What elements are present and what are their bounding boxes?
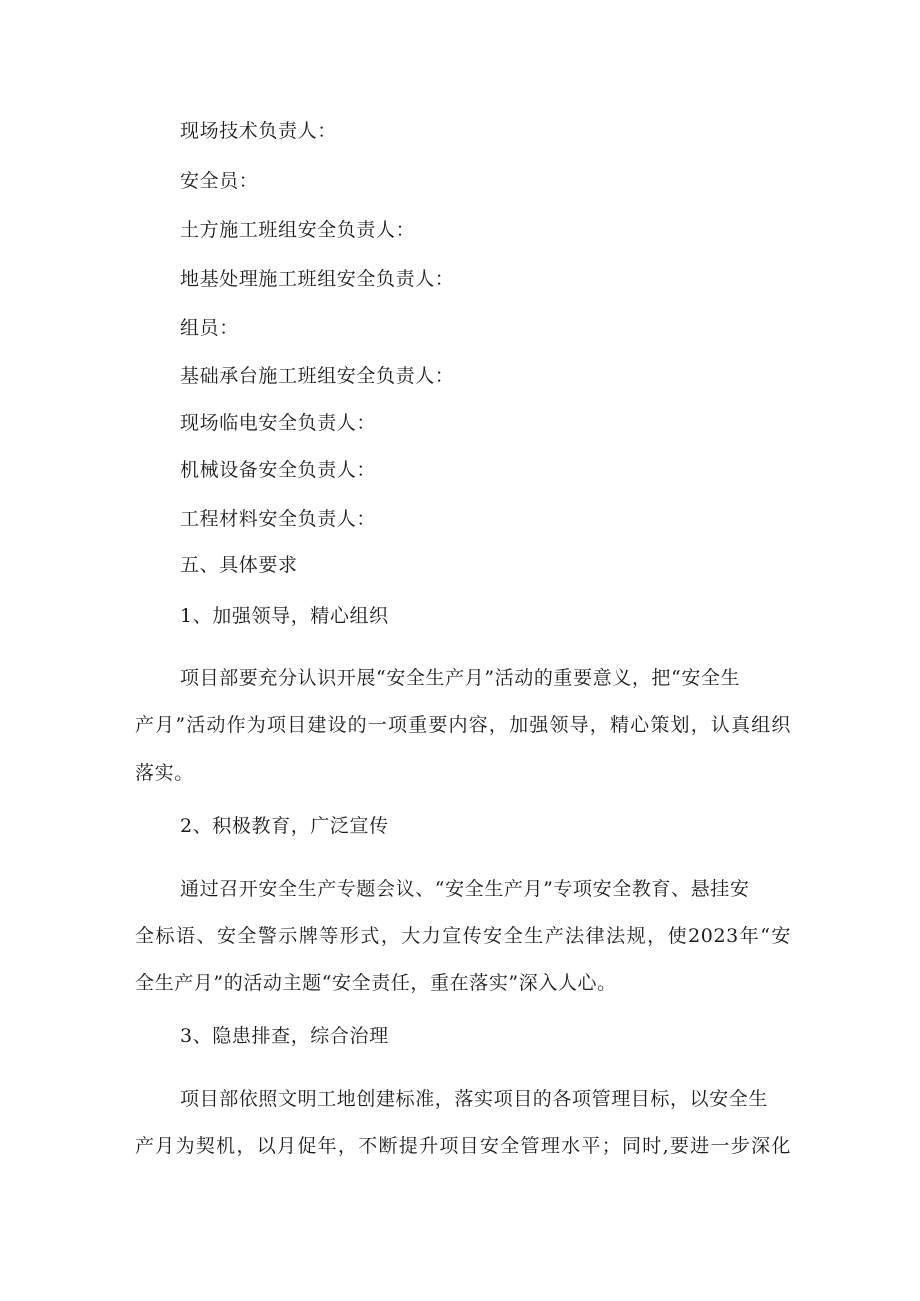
paragraph-line: 项目部依照文明工地创建标准，落实项目的各项管理目标，以安全生 bbox=[180, 1088, 769, 1110]
role-line: 现场临电安全负责人： bbox=[180, 412, 377, 434]
paragraph-line: 产月”活动作为项目建设的一项重要内容，加强领导，精心策划，认真组织 bbox=[135, 714, 791, 736]
role-line: 组员： bbox=[180, 317, 239, 339]
role-line: 工程材料安全负责人： bbox=[180, 508, 377, 530]
requirement-heading: 3、隐患排查，综合治理 bbox=[180, 1025, 389, 1047]
role-line: 基础承台施工班组安全负责人： bbox=[180, 365, 455, 387]
role-line: 安全员： bbox=[180, 170, 259, 192]
paragraph-line: 产月为契机，以月促年，不断提升项目安全管理水平；同时,要进一步深化 bbox=[135, 1135, 791, 1157]
paragraph-line: 通过召开安全生产专题会议、“安全生产月”专项安全教育、悬挂安 bbox=[180, 878, 750, 900]
role-line: 现场技术负责人： bbox=[180, 120, 337, 142]
role-line: 土方施工班组安全负责人： bbox=[180, 219, 416, 241]
requirement-heading: 1、加强领导，精心组织 bbox=[180, 605, 389, 627]
paragraph-line: 落实。 bbox=[135, 762, 194, 784]
role-line: 机械设备安全负责人： bbox=[180, 459, 377, 481]
section-title: 五、具体要求 bbox=[180, 554, 298, 576]
paragraph-line: 全标语、安全警示牌等形式，大力宣传安全生产法律法规，使2023年“安 bbox=[135, 925, 791, 947]
paragraph-line: 项目部要充分认识开展“安全生产月”活动的重要意义，把“安全生 bbox=[180, 667, 741, 689]
role-line: 地基处理施工班组安全负责人： bbox=[180, 268, 455, 290]
paragraph-line: 全生产月”的活动主题“安全责任，重在落实”深入人心。 bbox=[135, 972, 617, 994]
requirement-heading: 2、积极教育，广泛宣传 bbox=[180, 815, 389, 837]
